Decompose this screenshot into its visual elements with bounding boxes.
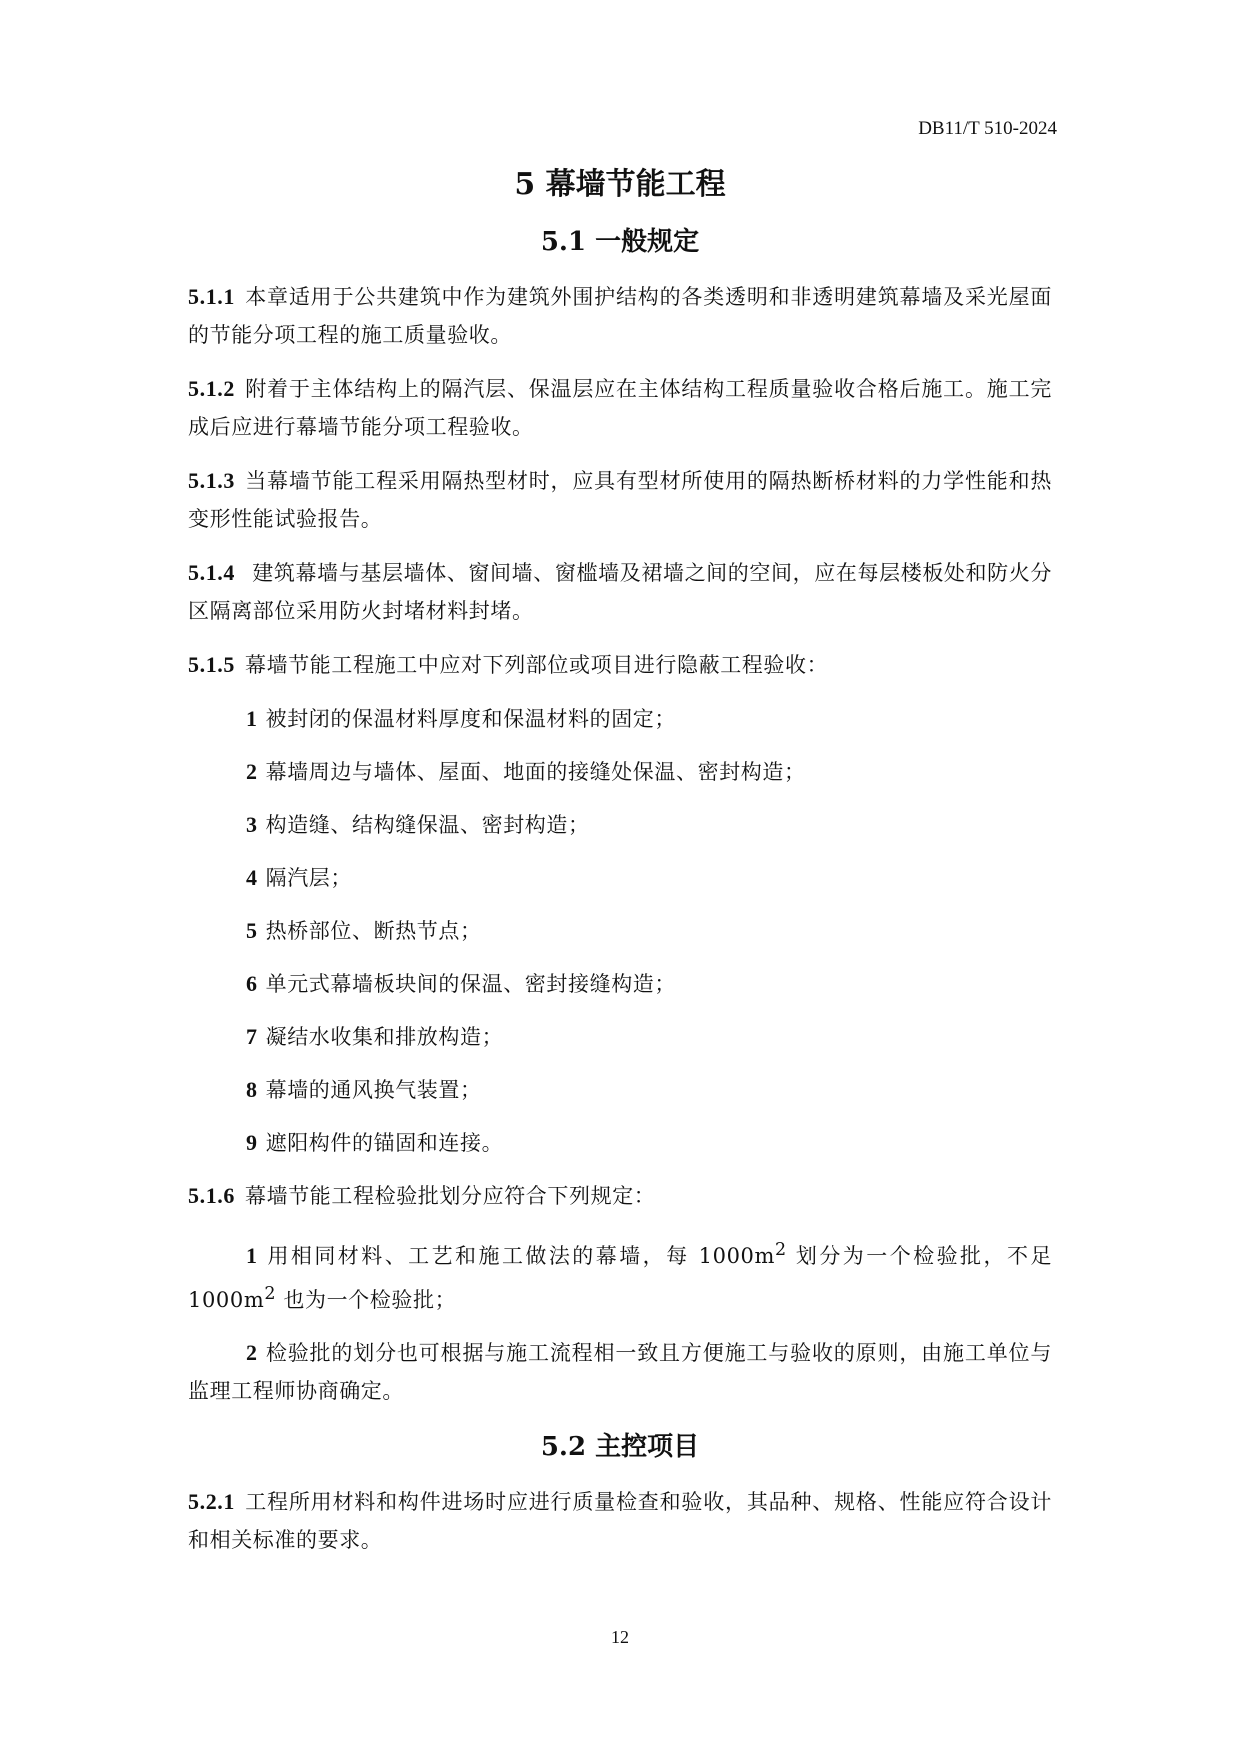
- item-text: 幕墙的通风换气装置；: [265, 1078, 482, 1102]
- page-content: [188, 160, 1052, 1575]
- clause-text: 附着于主体结构上的隔汽层、保温层应在主体结构工程质量验收合格后施工。施工完成后应进行幕墙节能分项工程验收。: [188, 377, 1052, 439]
- item-text-b: 划分为一个检验批，不足 1000m: [188, 1244, 1053, 1312]
- clause-5-1-1: [188, 278, 1052, 354]
- item-number: 7: [246, 1024, 258, 1049]
- chapter-title: 5 幕墙节能工程: [514, 167, 726, 202]
- list-item: [188, 859, 1052, 897]
- item-text: 热桥部位、断热节点；: [265, 919, 482, 943]
- superscript: 2: [264, 1284, 277, 1304]
- clause-number: 5.1.3: [188, 468, 235, 493]
- clause-5-1-2: [188, 370, 1052, 446]
- item-text-a: 用相同材料、工艺和施工做法的幕墙，每 1000m: [265, 1244, 776, 1268]
- item-number: 8: [246, 1077, 258, 1102]
- list-item: [188, 965, 1052, 1003]
- item-number: 2: [246, 1340, 258, 1365]
- list-item: [188, 1124, 1052, 1162]
- clause-number: 5.1.1: [188, 284, 235, 309]
- clause-text: 当幕墙节能工程采用隔热型材时，应具有型材所使用的隔热断桥材料的力学性能和热变形性能试验报告。: [188, 469, 1052, 531]
- item-number: 4: [246, 865, 258, 890]
- list-item: [188, 700, 1052, 738]
- item-text: 幕墙周边与墙体、屋面、地面的接缝处保温、密封构造；: [265, 760, 806, 784]
- item-text: 构造缝、结构缝保温、密封构造；: [265, 813, 590, 837]
- item-number: 1: [246, 1243, 258, 1268]
- section-title-5-1: 5.1 一般规定: [540, 227, 700, 257]
- page-number: 12: [611, 1627, 629, 1647]
- list-item: [188, 1071, 1052, 1109]
- clause-5-1-6: [188, 1177, 1052, 1215]
- item-number: 1: [246, 706, 258, 731]
- clause-5-1-4: [188, 554, 1052, 630]
- clause-number: 5.2.1: [188, 1489, 235, 1514]
- clause-number: 5.1.6: [188, 1183, 235, 1208]
- item-text: 被封闭的保温材料厚度和保温材料的固定；: [265, 707, 677, 731]
- item-text: 单元式幕墙板块间的保温、密封接缝构造；: [265, 972, 677, 996]
- item-number: 6: [246, 971, 258, 996]
- clause-text: 幕墙节能工程施工中应对下列部位或项目进行隐蔽工程验收：: [245, 653, 829, 677]
- clause-number: 5.1.4: [188, 560, 235, 585]
- list-item: [188, 1018, 1052, 1056]
- item-text: 凝结水收集和排放构造；: [265, 1025, 504, 1049]
- item-number: 5: [246, 918, 258, 943]
- list-item: [188, 806, 1052, 844]
- list-item: [188, 1334, 1052, 1410]
- item-text: 检验批的划分也可根据与施工流程相一致且方便施工与验收的原则，由施工单位与监理工程师协商确定。: [188, 1341, 1052, 1403]
- clause-5-1-5: [188, 646, 1052, 684]
- clause-number: 5.1.5: [188, 652, 235, 677]
- section-title-5-2: 5.2 主控项目: [540, 1432, 700, 1462]
- item-number: 2: [246, 759, 258, 784]
- clause-text: 建筑幕墙与基层墙体、窗间墙、窗槛墙及裙墙之间的空间，应在每层楼板处和防火分区隔离部位采用防火封堵材料封堵。: [188, 561, 1052, 623]
- clause-5-1-3: [188, 462, 1052, 538]
- list-item: [188, 1231, 1052, 1319]
- clause-text: 工程所用材料和构件进场时应进行质量检查和验收，其品种、规格、性能应符合设计和相关标准的要求。: [188, 1490, 1052, 1552]
- item-text-c: 也为一个检验批；: [276, 1288, 457, 1312]
- clause-text: 本章适用于公共建筑中作为建筑外围护结构的各类透明和非透明建筑幕墙及采光屋面的节能分项工程的施工质量验收。: [188, 285, 1052, 347]
- item-number: 3: [246, 812, 258, 837]
- item-number: 9: [246, 1130, 258, 1155]
- item-text: 遮阳构件的锚固和连接。: [265, 1131, 504, 1155]
- list-item: [188, 753, 1052, 791]
- clause-5-2-1: [188, 1483, 1052, 1559]
- superscript: 2: [775, 1240, 787, 1260]
- document-code: DB11/T 510-2024: [918, 118, 1057, 139]
- clause-text: 幕墙节能工程检验批划分应符合下列规定：: [245, 1184, 656, 1208]
- list-item: [188, 912, 1052, 950]
- item-text: 隔汽层；: [265, 866, 353, 890]
- clause-number: 5.1.2: [188, 376, 235, 401]
